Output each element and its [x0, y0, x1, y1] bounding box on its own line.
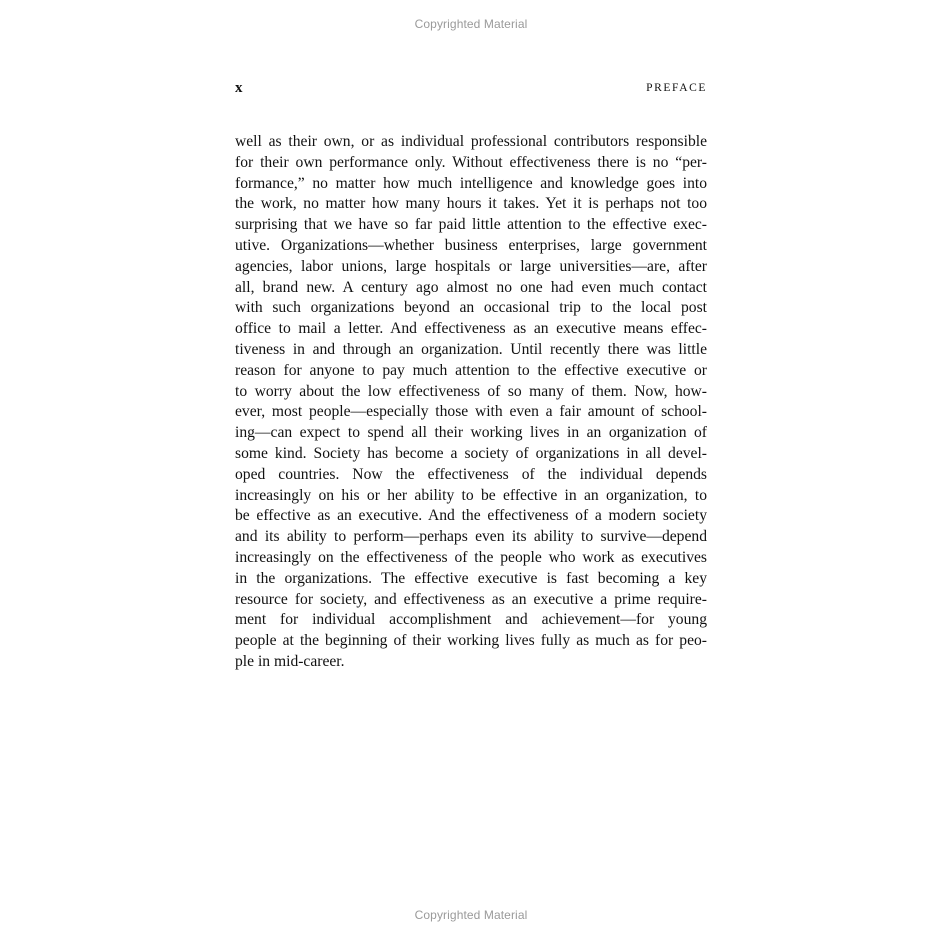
- running-head-title: PREFACE: [646, 82, 707, 94]
- text-line: office to mail a letter. And effectiveness as an executive means effec-: [235, 320, 707, 338]
- text-line: tiveness in and through an organization. Until recently there was little: [235, 340, 707, 358]
- text-line: ever, most people—especially those with even a fair amount of school-: [235, 403, 707, 421]
- text-line: utive. Organizations—whether business enterprises, large government: [235, 236, 707, 254]
- text-line: increasingly on the effectiveness of the people who work as executives: [235, 548, 707, 566]
- text-line: to worry about the low effectiveness of so many of them. Now, how-: [235, 382, 707, 400]
- body-paragraph: [235, 132, 707, 673]
- text-line: and its ability to perform—perhaps even its ability to survive—depend: [235, 528, 707, 546]
- text-line: all, brand new. A century ago almost no one had even much contact: [235, 278, 707, 296]
- text-line: reason for anyone to pay much attention to the effective executive or: [235, 361, 707, 379]
- text-line: surprising that we have so far paid little attention to the effective exec-: [235, 216, 707, 234]
- text-line: the work, no matter how many hours it takes. Yet it is perhaps not too: [235, 195, 707, 213]
- text-line: in the organizations. The effective executive is fast becoming a key: [235, 569, 707, 587]
- text-line: for their own performance only. Without effectiveness there is no “per-: [235, 153, 707, 171]
- text-line: with such organizations beyond an occasional trip to the local post: [235, 299, 707, 317]
- copyright-watermark-top: Copyrighted Material: [414, 17, 528, 31]
- text-line: some kind. Society has become a society of organizations in all devel-: [235, 444, 707, 462]
- page-number: x: [235, 80, 243, 96]
- text-line-last: ple in mid-career.: [235, 652, 345, 670]
- text-line: increasingly on his or her ability to be effective in an organization, to: [235, 486, 707, 504]
- text-line: oped countries. Now the effectiveness of the individual depends: [235, 465, 707, 483]
- text-line: well as their own, or as individual professional contributors responsible: [235, 133, 707, 150]
- running-head: [235, 80, 707, 98]
- text-line: people at the beginning of their working lives fully as much as for peo-: [235, 632, 707, 650]
- text-line: agencies, labor unions, large hospitals or large universities—are, after: [235, 257, 707, 275]
- text-line: ment for individual accomplishment and achievement—for young: [235, 611, 707, 629]
- text-line: ing—can expect to spend all their working lives in an organization of: [235, 424, 707, 442]
- text-line: be effective as an executive. And the effectiveness of a modern society: [235, 507, 707, 525]
- text-line: formance,” no matter how much intelligence and knowledge goes into: [235, 174, 707, 192]
- copyright-watermark-bottom: Copyrighted Material: [414, 908, 528, 922]
- text-line: resource for society, and effectiveness as an executive a prime require-: [235, 590, 707, 608]
